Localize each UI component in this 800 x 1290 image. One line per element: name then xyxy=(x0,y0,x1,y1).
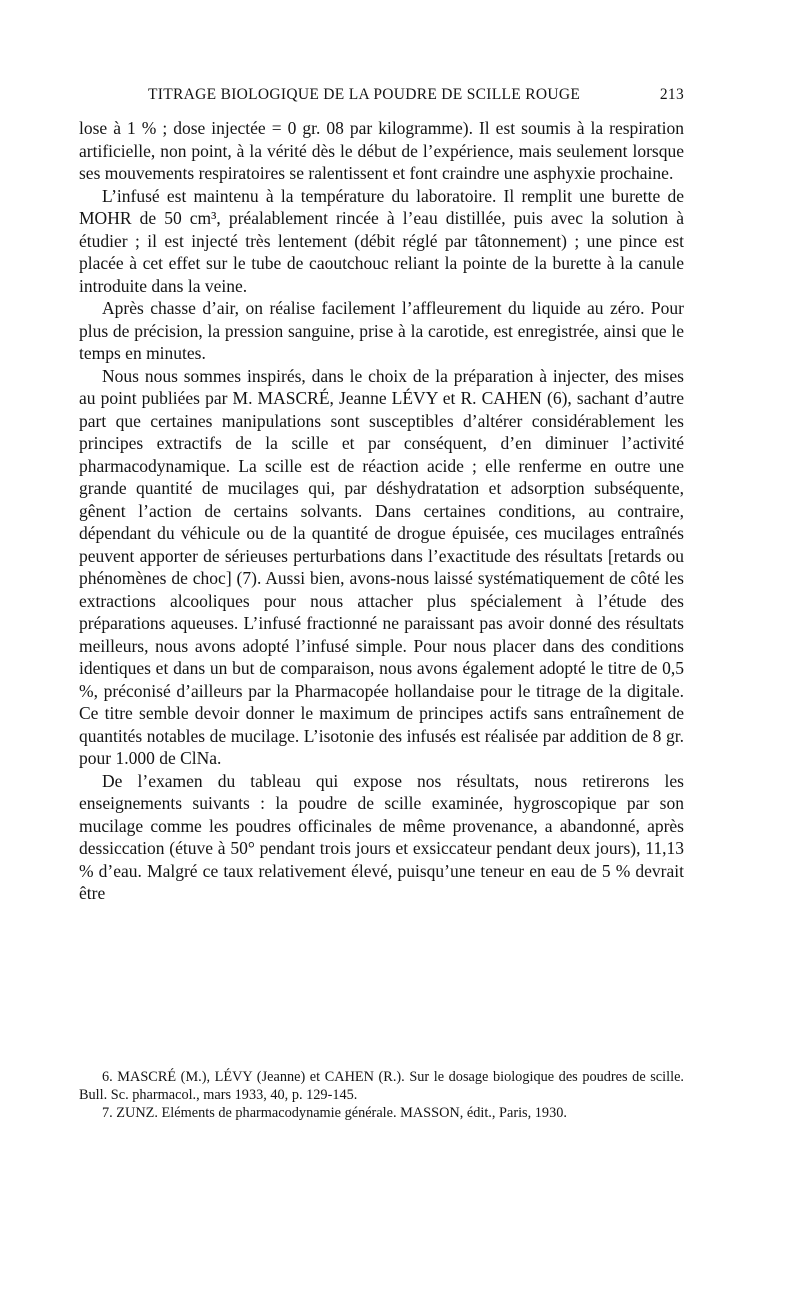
body-text xyxy=(79,117,684,905)
paragraph-chasse-air: Après chasse d’air, on réalise facilement l’affleurement du liquide au zéro. Pour plus de précision, la pression sanguine, prise à la carotide, est enregistrée, ainsi que le temps en minutes. xyxy=(79,298,684,363)
paragraph-resultats: De l’examen du tableau qui expose nos résultats, nous retirerons les enseignements suivants : la poudre de scille examinée, hygroscopique par son mucilage comme les poudres officinales de même provenance, a abandonné, après dessiccation (étuve à 50° pendant trois jours et exsiccateur pendant deux jours), 11,13 % d’eau. Malgré ce taux relativement élevé, puisqu’une teneur en eau de 5 % devrait être xyxy=(79,770,684,903)
footnote-7: 7. ZUNZ. Eléments de pharmacodynamie générale. MASSON, édit., Paris, 1930. xyxy=(102,1105,567,1121)
paragraph-continued: lose à 1 % ; dose injectée = 0 gr. 08 par kilogramme). Il est soumis à la respiration artificielle, non point, à la vérité dès le début de l’expérience, mais seulement lorsque ses mouvements respiratoires se ralentissent et font craindre une asphyxie prochaine. xyxy=(79,118,684,183)
footnote-6: 6. MASCRÉ (M.), LÉVY (Jeanne) et CAHEN (R.). Sur le dosage biologique des poudres de scille. Bull. Sc. pharmacol., mars 1933, 40, p. 129-145. xyxy=(79,1069,684,1103)
paragraph-infuse: L’infusé est maintenu à la température du laboratoire. Il remplit une burette de MOHR de 50 cm³, préalablement rincée à l’eau distillée, puis avec la solution à étudier ; il est injecté très lentement (débit réglé par tâtonnement) ; une pince est placée à cet effet sur le tube de caoutchouc reliant la pointe de la burette à la canule introduite dans la veine. xyxy=(79,185,684,296)
running-title: TITRAGE BIOLOGIQUE DE LA POUDRE DE SCILLE ROUGE xyxy=(148,86,581,103)
running-header xyxy=(148,86,684,112)
page-number: 213 xyxy=(659,86,684,103)
footnotes xyxy=(79,1068,684,1122)
paragraph-preparation: Nous nous sommes inspirés, dans le choix de la préparation à injecter, des mises au point publiées par M. MASCRÉ, Jeanne LÉVY et R. CAHEN (6), sachant d’autre part que certaines manipulations sont susceptibles d’altérer considérablement les principes extractifs de la scille et par conséquent, d’en diminuer l’activité pharmacodynamique. La scille est de réaction acide ; elle renferme en outre une grande quantité de mucilages qui, par déshydratation et adsorption subséquente, gênent l’action de certains solvants. Dans certaines conditions, au contraire, dépendant du véhicule ou de la quantité de drogue épuisée, ces mucilages entraînés peuvent apporter de sérieuses perturbations dans l’exactitude des résultats [retards ou phénomènes de choc] (7). Aussi bien, avons-nous laissé systématiquement de côté les extractions alcooliques pour nous attacher plus spécialement à l’étude des préparations aqueuses. L’infusé fractionné ne paraissant pas avoir donné des résultats meilleurs, nous avons adopté l’infusé simple. Pour nous placer dans des conditions identiques et dans un but de comparaison, nous avons également adopté le titre de 0,5 %, préconisé d’ailleurs par la Pharmacopée hollandaise pour le titrage de la digitale. Ce titre semble devoir donner le maximum de principes actifs sans entraînement de quantités notables de mucilage. L’isotonie des infusés est réalisée par addition de 8 gr. pour 1.000 de ClNa. xyxy=(79,365,684,768)
